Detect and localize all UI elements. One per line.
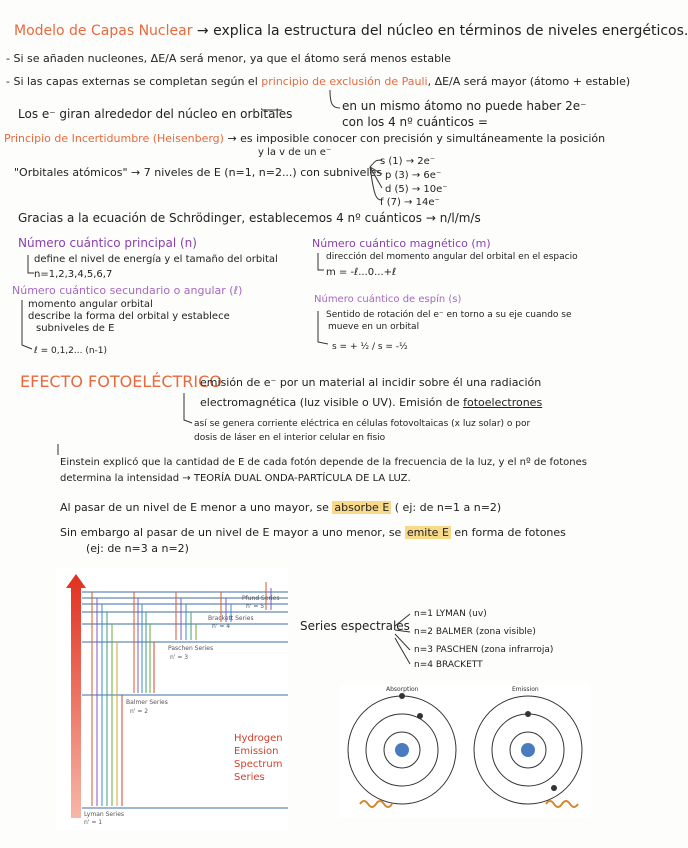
- heisenberg-rest-2: y la v de un e⁻: [258, 147, 332, 158]
- heisenberg-head: Principio de Incertidumbre (Heisenberg): [4, 132, 224, 145]
- pfund-n: n' = 5: [246, 603, 265, 610]
- qn-espin-line-1: Sentido de rotación del e⁻ en torno a su eje cuando se: [326, 310, 572, 320]
- caption-2: Emission: [234, 746, 279, 757]
- qn-secundario-line-1: momento angular orbital: [28, 299, 153, 310]
- photon-out: [546, 801, 578, 807]
- schrodinger-line: Gracias a la ecuación de Schrödinger, establecemos 4 nº cuánticos → n/l/m/s: [18, 211, 481, 225]
- arrow: →: [196, 23, 209, 39]
- subnivel-bracket: [370, 160, 382, 200]
- caption-1: Hydrogen: [234, 733, 283, 744]
- electrons-line: Los e⁻ giran alrededor del núcleo en orbitales: [18, 107, 293, 121]
- sub-d: d (5) → 10e⁻: [385, 184, 448, 195]
- qn-espin-line-2: mueve en un orbital: [328, 322, 420, 332]
- pauli-connector: [330, 90, 340, 108]
- einstein-intensity: determina la intensidad: [60, 473, 180, 484]
- magnetico-bracket: [318, 253, 324, 270]
- series-item-1: n=1 LYMAN (uv): [414, 609, 487, 619]
- pfund-label: Pfund Series: [242, 595, 280, 602]
- caption-3: Spectrum: [234, 759, 283, 770]
- electron: [551, 785, 557, 791]
- qn-secundario-line-4: ℓ = 0,1,2... (n-1): [34, 346, 108, 356]
- orbitals-label: "Orbitales atómicos": [14, 166, 128, 179]
- bullet-2-pre: - Si las capas externas se completan según el: [6, 75, 258, 88]
- heisenberg-rest: es imposible conocer con precisión y simultáneamente la posición: [240, 132, 606, 145]
- electron: [525, 711, 531, 717]
- qn-magnetico-title: Número cuántico magnético (m): [312, 237, 491, 250]
- orbitals-rest: 7 niveles de E (n=1, n=2...) con subniveles: [143, 166, 383, 179]
- nucleus-emission: [521, 743, 535, 757]
- absorption-label: Absorption: [386, 686, 419, 693]
- series-item-2: n=2 BALMER (zona visible): [414, 627, 536, 637]
- absorb-pre: Al pasar de un nivel de E menor a uno mayor, se: [60, 501, 329, 514]
- sub-p: p (3) → 6e⁻: [385, 170, 442, 181]
- series-item-4: n=4 BRACKETT: [414, 660, 483, 670]
- qn-secundario-line-2: describe la forma del orbital y establece: [28, 311, 230, 322]
- photoelectrons: fotoelectrones: [463, 396, 543, 409]
- photo-title: EFECTO FOTOELÉCTRICO: [20, 372, 222, 391]
- bullet-2-post: , ΔE/A será mayor (átomo + estable): [427, 75, 631, 88]
- caption-4: Series: [234, 772, 265, 783]
- emission-label: Emission: [512, 686, 539, 693]
- qn-principal-line-1: define el nivel de energía y el tamaño del orbital: [34, 254, 278, 265]
- axis-label: Higher Energy: [61, 653, 71, 718]
- sub-f: f (7) → 14e⁻: [380, 197, 440, 208]
- atom-diagram: [340, 684, 590, 818]
- emit-pre: Sin embargo al pasar de un nivel de E mayor a uno menor, se: [60, 526, 402, 539]
- orbitals-line: "Orbitales atómicos" → 7 niveles de E (n=1, n=2...) con subniveles: [14, 166, 383, 179]
- pauli-note-1: en un mismo átomo no puede haber 2e⁻: [342, 99, 587, 113]
- photo-bracket: [184, 393, 192, 423]
- espin-bracket: [318, 311, 328, 344]
- emit-highlight: emite E: [406, 526, 449, 539]
- electron: [417, 713, 423, 719]
- brackett-n: n' = 4: [212, 623, 231, 630]
- brackett-label: Brackett Series: [208, 615, 254, 622]
- balmer-label: Balmer Series: [126, 699, 168, 706]
- nucleus-absorption: [395, 743, 409, 757]
- pauli-note-2: con los 4 nº cuánticos =: [342, 115, 488, 129]
- title-rest: explica la estructura del núcleo en términos de niveles energéticos.: [213, 23, 688, 39]
- sub-s: s (1) → 2e⁻: [380, 156, 436, 167]
- atom-drawing: [340, 684, 590, 818]
- photo-line-4: dosis de láser en el interior celular en fisio: [194, 433, 386, 443]
- secundario-bracket: [22, 300, 32, 349]
- emit-post: en forma de fotones: [454, 526, 566, 539]
- photo-line-3: así se genera corriente eléctrica en células fotovoltaicas (x luz solar) o por: [194, 419, 531, 429]
- absorb-post: ( ej: de n=1 a n=2): [394, 501, 502, 514]
- heisenberg-line: Principio de Incertidumbre (Heisenberg) → es imposible conocer con precisión y simultáneamente la posición: [4, 132, 606, 145]
- einstein-line-2: determina la intensidad → TEORÍA DUAL ONDA-PARTÍCULA DE LA LUZ.: [60, 473, 411, 484]
- dual-theory: TEORÍA DUAL ONDA-PARTÍCULA DE LA LUZ.: [193, 473, 411, 484]
- balmer-n: n' = 2: [130, 708, 149, 715]
- einstein-line-1: Einstein explicó que la cantidad de E de cada fotón depende de la frecuencia de la luz, y el nº de fotones: [60, 457, 587, 468]
- qn-magnetico-line-2: m = -ℓ...0...+ℓ: [326, 267, 397, 278]
- absorb-highlight: absorbe E: [334, 501, 390, 514]
- lyman-label: Lyman Series: [84, 811, 125, 818]
- qn-secundario-title: Número cuántico secundario o angular (ℓ): [12, 284, 243, 297]
- series-item-3: n=3 PASCHEN (zona infrarroja): [414, 645, 554, 655]
- paschen-n: n' = 3: [170, 654, 189, 661]
- bullet-1: - Si se añaden nucleones, ΔE/A será menor, ya que el átomo será menos estable: [6, 52, 451, 65]
- qn-principal-title: Número cuántico principal (n): [18, 236, 197, 250]
- qn-principal-line-2: n=1,2,3,4,5,6,7: [34, 269, 113, 280]
- lyman-n: n' = 1: [84, 819, 103, 826]
- photo-line-2-text: electromagnética (luz visible o UV). Emisión de: [200, 396, 460, 409]
- qn-espin-title: Número cuántico de espín (s): [314, 294, 462, 305]
- electron: [399, 693, 405, 699]
- pauli-highlight: principio de exclusión de Pauli: [261, 75, 428, 88]
- qn-magnetico-line-1: dirección del momento angular del orbital en el espacio: [326, 252, 578, 262]
- principal-bracket: [28, 255, 34, 273]
- hydrogen-diagram: [56, 568, 288, 830]
- emit-example: (ej: de n=3 a n=2): [86, 542, 189, 555]
- paschen-label: Paschen Series: [168, 645, 214, 652]
- series-label: Series espectrales: [300, 619, 410, 633]
- title-head: Modelo de Capas Nuclear: [14, 23, 193, 39]
- qn-espin-line-3: s = + ½ / s = -½: [332, 342, 408, 352]
- photo-line-1: emisión de e⁻ por un material al incidir sobre él una radiación: [200, 376, 542, 389]
- qn-secundario-line-3: subniveles de E: [36, 323, 115, 334]
